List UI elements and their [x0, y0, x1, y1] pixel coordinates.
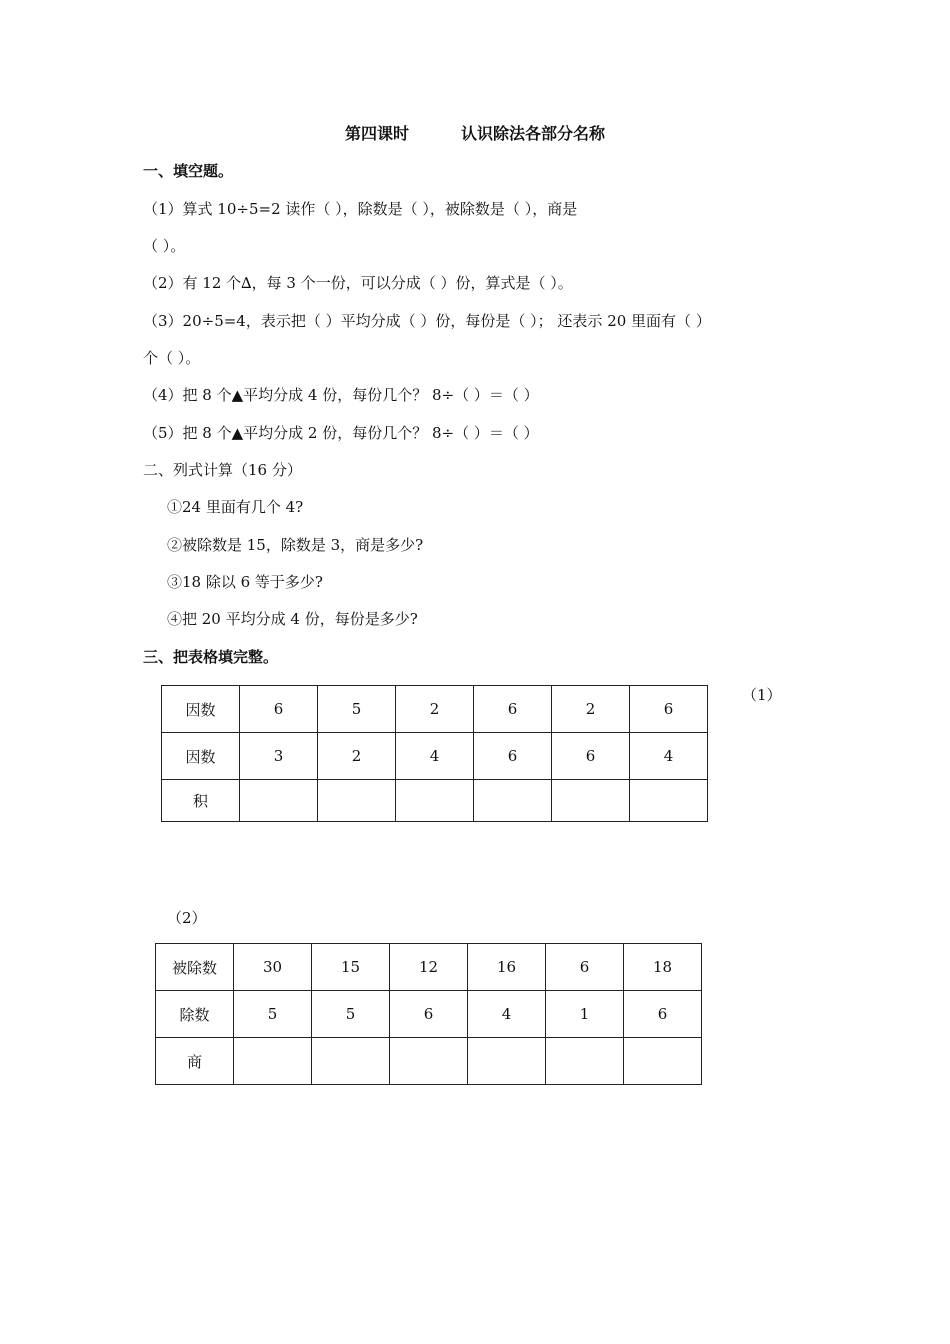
table-row	[156, 1038, 702, 1085]
question-1-line-1: （1）算式 10÷5=2 读作（ ），除数是（ ），被除数是（ ），商是	[143, 200, 578, 218]
division-table	[155, 943, 702, 1085]
table-cell: 5	[318, 686, 396, 733]
answer-cell[interactable]	[390, 1038, 468, 1085]
table-cell: 5	[234, 991, 312, 1038]
table-cell: 4	[396, 733, 474, 780]
table-cell: 商	[156, 1038, 234, 1085]
question-3-line-2: 个（ ）。	[143, 349, 201, 367]
table-row	[162, 733, 708, 780]
table-cell: 30	[234, 944, 312, 991]
question-4: （4）把 8 个▲平均分成 4 份，每份几个？ 8÷（ ）＝（ ）	[143, 386, 539, 404]
answer-cell[interactable]	[234, 1038, 312, 1085]
answer-cell[interactable]	[630, 780, 708, 822]
table-cell: 2	[552, 686, 630, 733]
table-cell: 被除数	[156, 944, 234, 991]
table-cell: 15	[312, 944, 390, 991]
calc-item-4: ④把 20 平均分成 4 份，每份是多少?	[167, 610, 418, 628]
answer-cell[interactable]	[312, 1038, 390, 1085]
lesson-number: 第四课时	[344, 124, 409, 143]
table-cell: 6	[240, 686, 318, 733]
answer-cell[interactable]	[318, 780, 396, 822]
calc-item-3: ③18 除以 6 等于多少?	[167, 573, 323, 591]
table-cell: 因数	[162, 686, 240, 733]
lesson-topic: 认识除法各部分名称	[461, 124, 606, 143]
answer-cell[interactable]	[624, 1038, 702, 1085]
answer-cell[interactable]	[468, 1038, 546, 1085]
section3-heading: 三、把表格填完整。	[143, 648, 279, 666]
answer-cell[interactable]	[474, 780, 552, 822]
table-row	[156, 991, 702, 1038]
table-cell: 6	[390, 991, 468, 1038]
calc-item-1: ①24 里面有几个 4?	[167, 498, 304, 516]
table-cell: 6	[630, 686, 708, 733]
table1-label: （1）	[742, 686, 782, 704]
question-2: （2）有 12 个∆，每 3 个一份，可以分成（ ）份，算式是（ ）。	[143, 274, 573, 292]
answer-cell[interactable]	[396, 780, 474, 822]
table-cell: 6	[474, 686, 552, 733]
table-cell: 3	[240, 733, 318, 780]
table-cell: 12	[390, 944, 468, 991]
table-cell: 积	[162, 780, 240, 822]
table-cell: 6	[552, 733, 630, 780]
multiplication-table	[161, 685, 708, 822]
table-cell: 2	[396, 686, 474, 733]
page-title	[0, 124, 950, 144]
answer-cell[interactable]	[240, 780, 318, 822]
table-cell: 因数	[162, 733, 240, 780]
table-cell: 6	[624, 991, 702, 1038]
table-cell: 5	[312, 991, 390, 1038]
answer-cell[interactable]	[552, 780, 630, 822]
table-cell: 4	[630, 733, 708, 780]
section1-heading: 一、填空题。	[143, 162, 234, 180]
table-cell: 4	[468, 991, 546, 1038]
table-cell: 1	[546, 991, 624, 1038]
table-row	[156, 944, 702, 991]
table-row	[162, 686, 708, 733]
table2-label: （2）	[167, 909, 207, 927]
table-cell: 6	[474, 733, 552, 780]
table-cell: 16	[468, 944, 546, 991]
table-cell: 18	[624, 944, 702, 991]
answer-cell[interactable]	[546, 1038, 624, 1085]
question-1-line-2: （ ）。	[143, 237, 186, 255]
table-cell: 除数	[156, 991, 234, 1038]
question-5: （5）把 8 个▲平均分成 2 份，每份几个？ 8÷（ ）＝（ ）	[143, 424, 539, 442]
table-cell: 6	[546, 944, 624, 991]
table-cell: 2	[318, 733, 396, 780]
section2-heading: 二、列式计算（16 分）	[143, 461, 302, 479]
table-row	[162, 780, 708, 822]
calc-item-2: ②被除数是 15，除数是 3，商是多少?	[167, 536, 424, 554]
question-3-line-1: （3）20÷5=4，表示把（ ）平均分成（ ）份，每份是（ ）； 还表示 20 里面有（ ）	[143, 312, 711, 330]
